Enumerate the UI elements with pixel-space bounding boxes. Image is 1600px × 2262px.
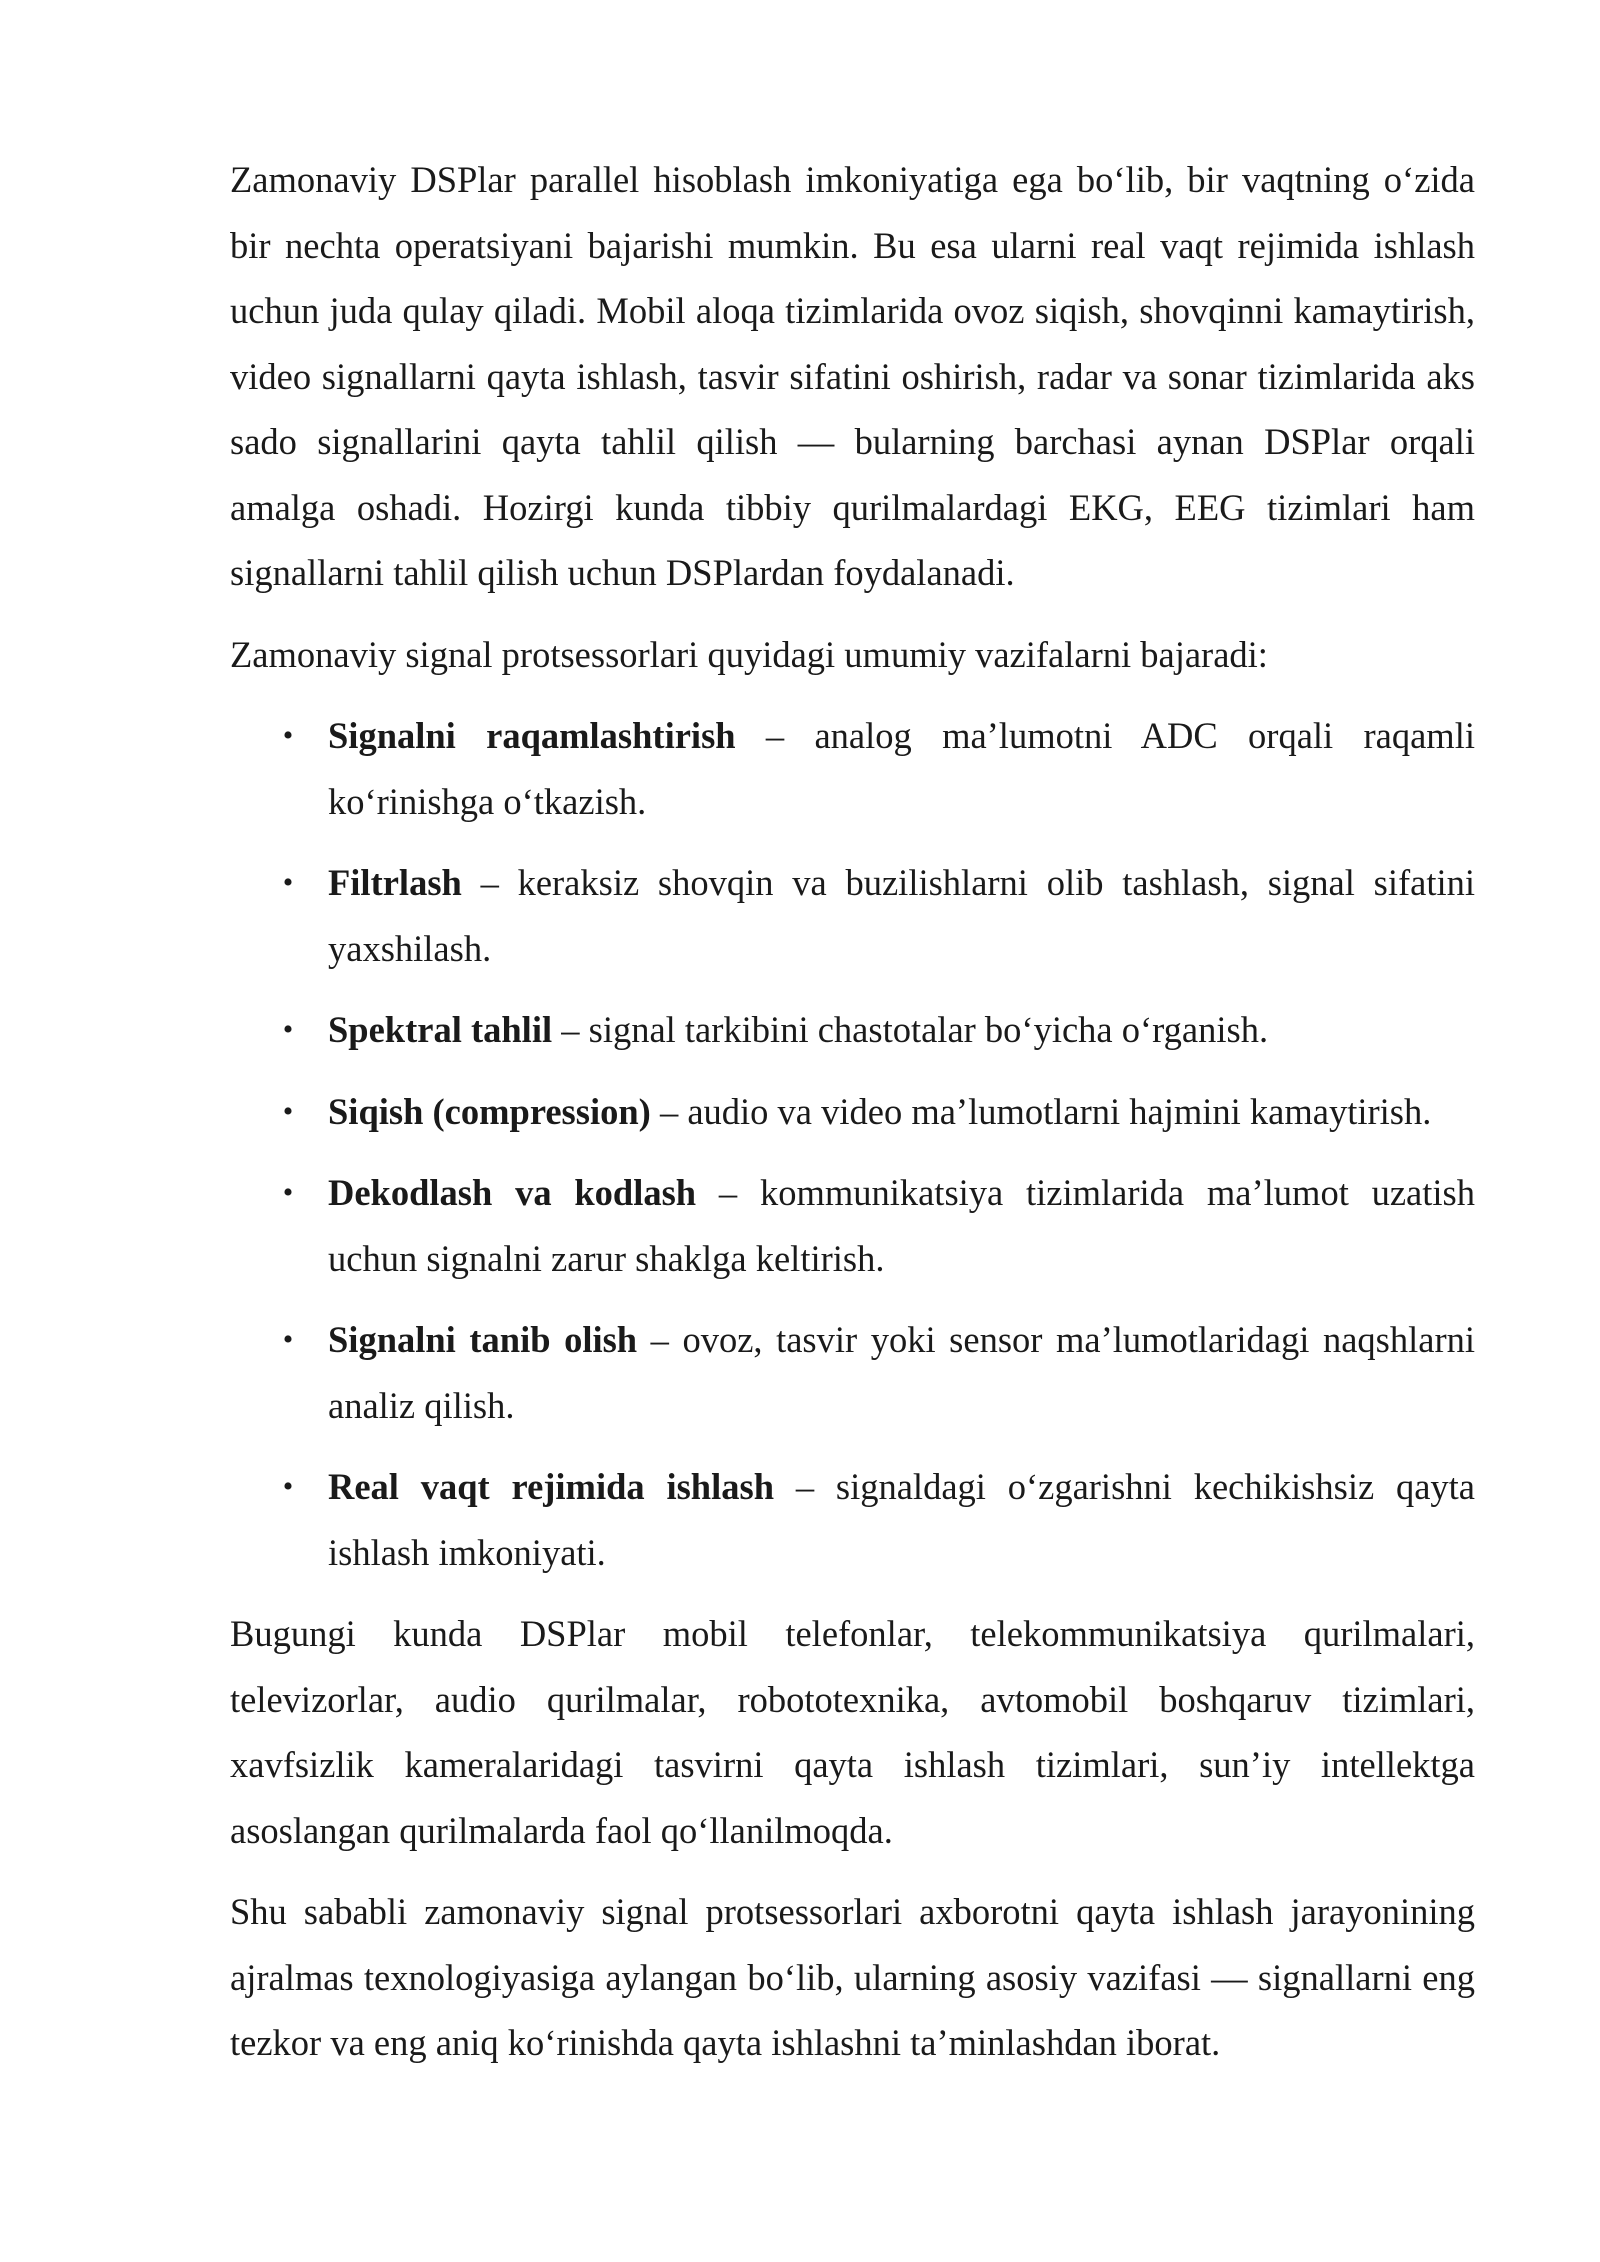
list-item	[230, 703, 1475, 834]
list-item	[230, 1307, 1475, 1438]
list-item	[230, 997, 1475, 1063]
list-item	[230, 1079, 1475, 1145]
bullet-icon: •	[282, 1323, 294, 1356]
bullet-icon: •	[282, 1013, 294, 1046]
bullet-icon: •	[282, 866, 294, 899]
bullet-description: – kommunikatsiya tizimlarida ma’lumot uzatish uchun signalni zarur shaklga keltirish.	[328, 1172, 1475, 1279]
bullet-icon: •	[282, 1470, 294, 1503]
bullet-description: – analog ma’lumotni ADC orqali raqamli ko‘rinishga o‘tkazish.	[328, 715, 1475, 822]
paragraph-dsp-parallel: Zamonaviy DSPlar parallel hisoblash imkoniyatiga ega bo‘lib, bir vaqtning o‘zida bir nechta operatsiyani bajarishi mumkin. Bu esa ularni real vaqt rejimida ishlash uchun juda qulay qiladi. Mobil aloqa tizimlarida ovoz siqish, shovqinni kamaytirish, video signallarni qayta ishlash, tasvir sifatini oshirish, radar va sonar tizimlarida aks sado signallarini qayta tahlil qilish — bularning barchasi aynan DSPlar orqali amalga oshadi. Hozirgi kunda tibbiy qurilmalardagi EKG, EEG tizimlari ham signallarni tahlil qilish uchun DSPlardan foydalanadi.	[230, 159, 1475, 593]
bullet-description: – audio va video ma’lumotlarni hajmini kamaytirish.	[650, 1090, 1432, 1132]
tasks-bullet-list	[230, 703, 1475, 1585]
bullet-term: Spektral tahlil	[328, 1009, 553, 1050]
document-body	[230, 147, 1475, 2092]
list-item	[230, 1160, 1475, 1291]
bullet-term: Siqish (compression)	[328, 1090, 651, 1132]
bullet-term: Filtrlash	[328, 862, 462, 903]
list-item	[230, 1454, 1475, 1585]
list-item	[230, 850, 1475, 981]
bullet-term: Signalni raqamlashtirish	[328, 715, 736, 756]
bullet-description: – signaldagi o‘zgarishni kechikishsiz qayta ishlash imkoniyati.	[328, 1466, 1476, 1573]
bullet-term: Dekodlash va kodlash	[328, 1172, 697, 1213]
bullet-term: Real vaqt rejimida ishlash	[328, 1466, 775, 1507]
bullet-description: – signal tarkibini chastotalar bo‘yicha o‘rganish.	[552, 1009, 1269, 1050]
paragraph-conclusion: Shu sababli zamonaviy signal protsessorlari axborotni qayta ishlash jarayonining ajralmas texnologiyasiga aylangan bo‘lib, ularning asosiy vazifasi — signallarni eng tezkor va eng aniq ko‘rinishda qayta ishlashni ta’minlashdan iborat.	[230, 1891, 1475, 2063]
bullet-term: Signalni tanib olish	[328, 1319, 638, 1360]
paragraph-dsp-applications: Bugungi kunda DSPlar mobil telefonlar, telekommunikatsiya qurilmalari, televizorlar, audio qurilmalar, robototexnika, avtomobil boshqaruv tizimlari, xavfsizlik kameralaridagi tasvirni qayta ishlash tizimlari, sun’iy intellektga asoslangan qurilmalarda faol qo‘llanilmoqda.	[230, 1613, 1475, 1851]
bullet-icon: •	[282, 1176, 294, 1209]
bullet-icon: •	[282, 719, 294, 752]
bullet-icon: •	[282, 1094, 294, 1128]
bullet-description: – ovoz, tasvir yoki sensor ma’lumotlaridagi naqshlarni analiz qilish.	[328, 1319, 1475, 1426]
bullet-description: – keraksiz shovqin va buzilishlarni olib tashlash, signal sifatini yaxshilash.	[328, 862, 1475, 969]
paragraph-tasks-intro: Zamonaviy signal protsessorlari quyidagi umumiy vazifalarni bajaradi:	[230, 633, 1268, 675]
